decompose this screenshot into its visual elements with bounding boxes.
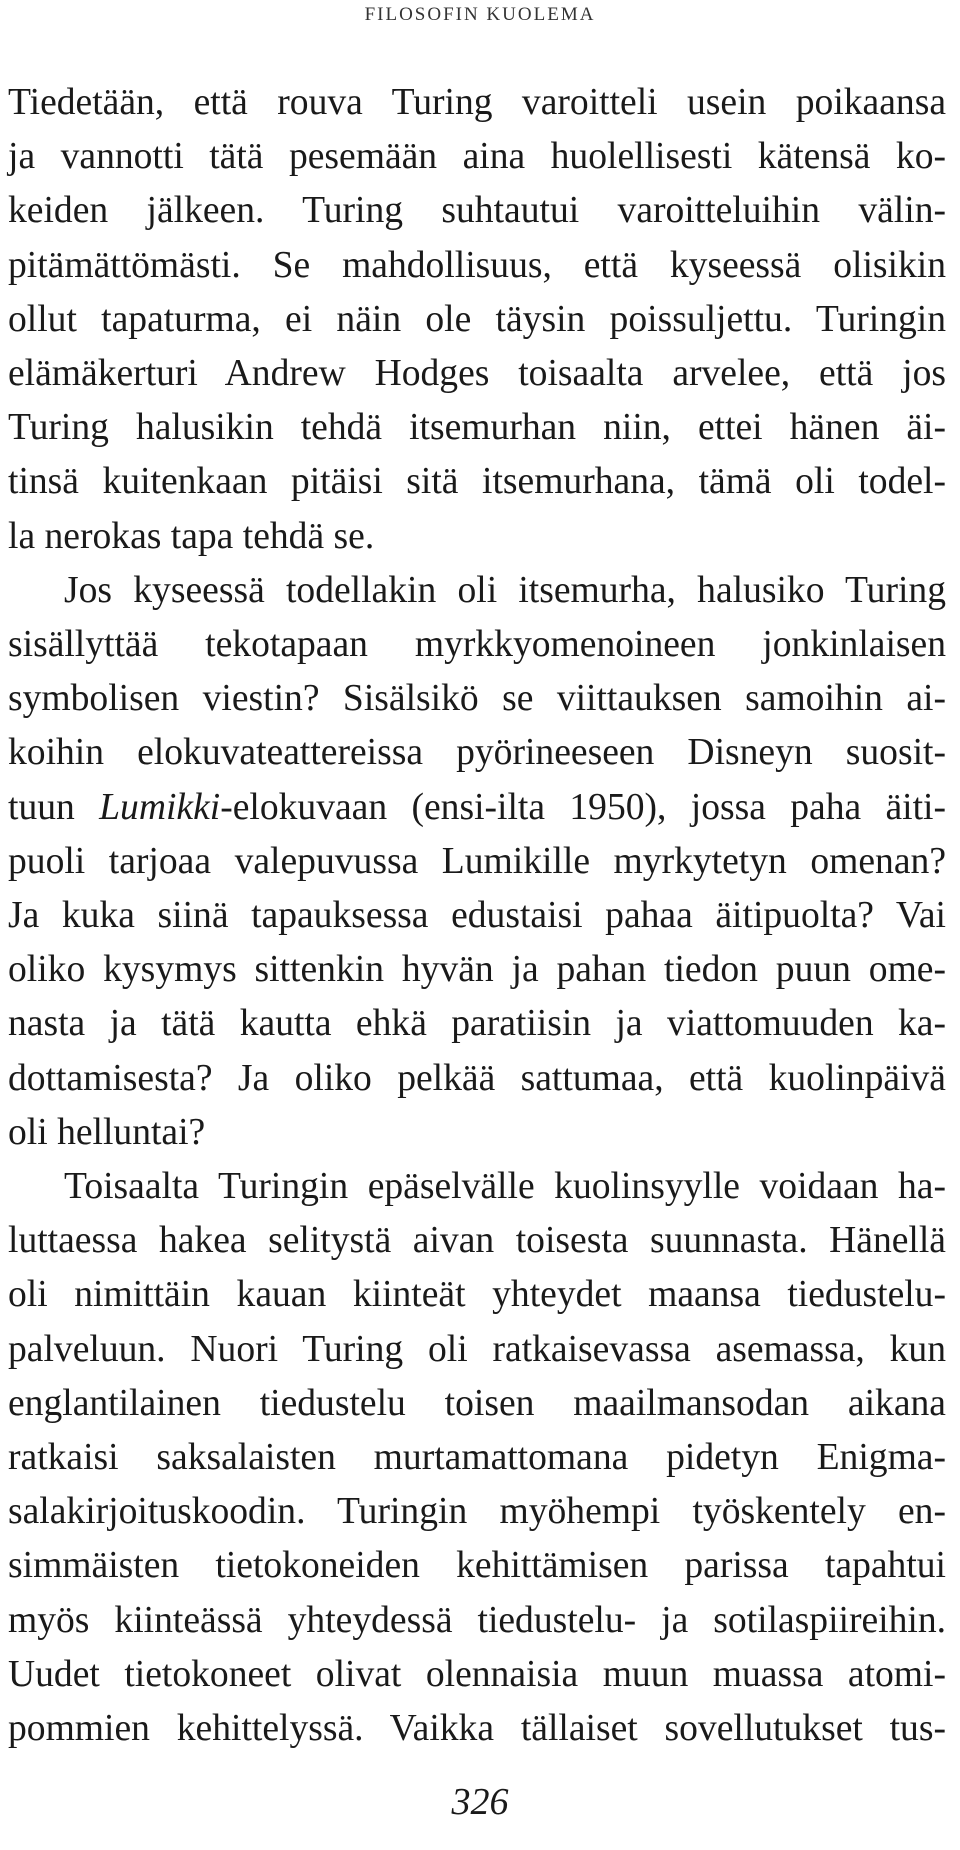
text-line: oli nimittäin kauan kiinteät yhteydet maansa tiedustelu- [8, 1274, 946, 1316]
text-line: sisällyttää tekotapaan myrkkyomenoineen jonkinlaisen [8, 624, 946, 666]
text-line: luttaessa hakea selitystä aivan toisesta suunnasta. Hänellä [8, 1220, 946, 1262]
paragraph [8, 76, 946, 564]
text-line: oli helluntai? [8, 1111, 206, 1153]
body-text [8, 76, 946, 1756]
paragraph [8, 1160, 946, 1756]
text-line: keiden jälkeen. Turing suhtautui varoitteluihin välin- [8, 190, 946, 232]
text-line: myös kiinteässä yhteydessä tiedustelu- ja sotilaspiireihin. [8, 1599, 946, 1641]
text-line: Turing halusikin tehdä itsemurhan niin, ettei hänen äi- [8, 407, 946, 449]
text-line: Tiedetään, että rouva Turing varoitteli usein poikaansa [8, 82, 946, 123]
text-line: simmäisten tietokoneiden kehittämisen parissa tapahtui [8, 1545, 946, 1587]
text-line: puoli tarjoaa valepuvussa Lumikille myrkytetyn omenan? [8, 840, 946, 882]
text-segment: tuun [8, 786, 100, 828]
text-line: pommien kehittelyssä. Vaikka tällaiset sovellutukset tus- [8, 1708, 946, 1750]
page-number: 326 [451, 1781, 509, 1823]
text-line: ollut tapaturma, ei näin ole täysin poissuljettu. Turingin [8, 298, 946, 340]
text-line: elämäkerturi Andrew Hodges toisaalta arvelee, että jos [8, 353, 946, 395]
text-line: Uudet tietokoneet olivat olennaisia muun muassa atomi- [8, 1653, 946, 1695]
text-line [8, 781, 946, 835]
text-line: la nerokas tapa tehdä se. [8, 515, 375, 557]
text-segment: -elokuvaan (ensi-ilta 1950), jossa paha äiti- [220, 786, 947, 828]
text-line: ja vannotti tätä pesemään aina huolellisesti kätensä ko- [8, 136, 946, 178]
text-line: salakirjoituskoodin. Turingin myöhempi työskentely en- [8, 1491, 946, 1533]
text-line: dottamisesta? Ja oliko pelkää sattumaa, että kuolinpäivä [8, 1057, 946, 1099]
text-line: tinsä kuitenkaan pitäisi sitä itsemurhana, tämä oli todel- [8, 461, 946, 503]
text-line: englantilainen tiedustelu toisen maailmansodan aikana [8, 1382, 946, 1424]
text-line: Ja kuka siinä tapauksessa edustaisi pahaa äitipuolta? Vai [8, 895, 946, 937]
text-line: ratkaisi saksalaisten murtamattomana pidetyn Enigma- [8, 1437, 946, 1479]
text-line: symbolisen viestin? Sisälsikö se viittauksen samoihin ai- [8, 678, 946, 720]
paragraph [8, 564, 946, 1160]
text-line: oliko kysymys sittenkin hyvän ja pahan tiedon puun ome- [8, 949, 946, 991]
text-line: Toisaalta Turingin epäselvälle kuolinsyylle voidaan ha- [64, 1166, 946, 1208]
text-line: Jos kyseessä todellakin oli itsemurha, halusiko Turing [64, 569, 946, 611]
text-line: koihin elokuvateattereissa pyörineeseen Disneyn suosit- [8, 732, 946, 774]
text-line: pitämättömästi. Se mahdollisuus, että kyseessä olisikin [8, 244, 946, 286]
running-head: FILOSOFIN KUOLEMA [364, 4, 596, 25]
text-line: palveluun. Nuori Turing oli ratkaisevassa asemassa, kun [8, 1328, 946, 1370]
film-title: Lumikki [99, 786, 221, 828]
text-line: nasta ja tätä kautta ehkä paratiisin ja viattomuuden ka- [8, 1003, 946, 1045]
